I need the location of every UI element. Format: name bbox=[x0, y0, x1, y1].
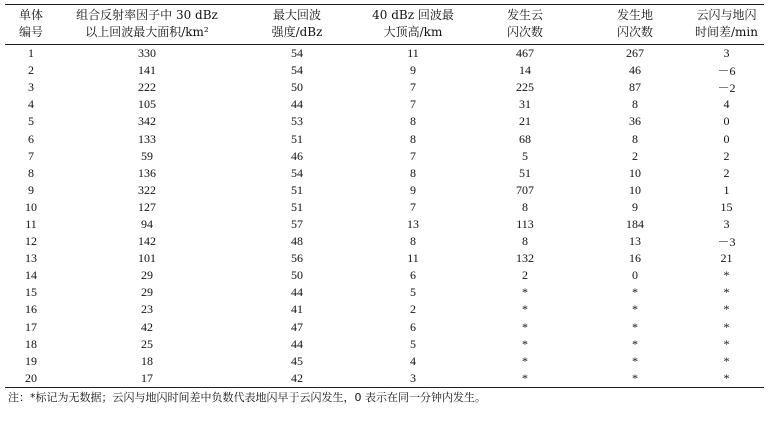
table-cell: 11 bbox=[25, 216, 37, 231]
table-cell: 184 bbox=[626, 216, 644, 231]
table-cell: 4 bbox=[723, 97, 730, 112]
table-cell: 15 bbox=[720, 199, 733, 214]
table-cell: 8 bbox=[28, 165, 34, 180]
table-cell: 8 bbox=[632, 131, 638, 146]
table-cell: 20 bbox=[5, 370, 57, 388]
table-cell: 1 bbox=[28, 46, 34, 61]
table-cell: 16 bbox=[25, 302, 37, 317]
table-cell: 68 bbox=[519, 131, 531, 146]
table-cell: 29 bbox=[141, 268, 153, 283]
table-cell: 44 bbox=[291, 97, 303, 112]
table-cell: 51 bbox=[519, 165, 531, 180]
table-cell: 53 bbox=[291, 114, 303, 129]
table-cell: 14 bbox=[25, 268, 37, 283]
table-cell: 94 bbox=[141, 216, 153, 231]
table-cell: 14 bbox=[519, 63, 531, 78]
table-cell: * bbox=[632, 319, 638, 334]
table-cell: －2 bbox=[717, 81, 736, 96]
table-cell: 11 bbox=[407, 251, 419, 266]
table-cell: * bbox=[723, 285, 730, 300]
table-cell: 51 bbox=[291, 131, 303, 146]
table-cell: * bbox=[632, 285, 638, 300]
table-cell: 45 bbox=[291, 353, 303, 368]
table-cell: 3 bbox=[28, 80, 34, 95]
table-cell: 2 bbox=[28, 63, 34, 78]
table-cell: 51 bbox=[291, 199, 303, 214]
table-cell: * bbox=[632, 336, 638, 351]
table-cell: 330 bbox=[138, 46, 156, 61]
table-cell: 44 bbox=[291, 336, 303, 351]
table-cell: * bbox=[723, 302, 730, 317]
table-cell: 7 bbox=[410, 80, 416, 95]
table-cell: 1 bbox=[723, 182, 730, 197]
table-cell: 2 bbox=[522, 268, 528, 283]
table-cell: 7 bbox=[410, 97, 416, 112]
table-cell: 47 bbox=[291, 319, 303, 334]
table-cell: 2 bbox=[410, 302, 416, 317]
table-cell: 0 bbox=[723, 114, 730, 129]
table-cell: 50 bbox=[291, 80, 303, 95]
table-cell: 225 bbox=[516, 80, 534, 95]
table-cell: 59 bbox=[141, 148, 153, 163]
table-cell: －6 bbox=[717, 64, 736, 79]
table-cell: 18 bbox=[25, 336, 37, 351]
header-cell-echo-top: 40 dBz 回波最 大顶高/km bbox=[357, 5, 469, 45]
table-cell: 4 bbox=[28, 97, 34, 112]
table-cell: * bbox=[723, 353, 730, 368]
table-cell: 3 bbox=[723, 216, 730, 231]
table-cell: 342 bbox=[138, 114, 156, 129]
table-cell: 105 bbox=[138, 97, 156, 112]
table-row bbox=[5, 370, 764, 388]
table-cell: 8 bbox=[522, 234, 528, 249]
table-cell: 4 bbox=[410, 353, 416, 368]
table-cell: * bbox=[632, 302, 638, 317]
table-cell: * bbox=[723, 336, 730, 351]
table-row bbox=[5, 199, 764, 216]
table-cell: 467 bbox=[516, 46, 534, 61]
table-row bbox=[5, 319, 764, 336]
table-cell: 0 bbox=[632, 268, 638, 283]
table-cell: 12 bbox=[25, 234, 37, 249]
table-row bbox=[5, 284, 764, 301]
table-cell: * bbox=[522, 285, 528, 300]
table-cell: * bbox=[522, 353, 528, 368]
table-row bbox=[5, 62, 764, 79]
table-cell: 113 bbox=[516, 216, 534, 231]
table-cell: 21 bbox=[720, 251, 733, 266]
table-cell: 2 bbox=[632, 148, 638, 163]
table-cell: 57 bbox=[291, 216, 303, 231]
table-footnote: 注：*标记为无数据；云闪与地闪时间差中负数代表地闪早于云闪发生，0 表示在同一分钟内发生。 bbox=[8, 390, 486, 404]
table-cell: 15 bbox=[25, 285, 37, 300]
header-cell-max-area: 组合反射率因子中 30 dBz 以上回波最大面积/km² bbox=[57, 5, 237, 45]
table-cell: 16 bbox=[629, 251, 641, 266]
table-cell: 707 bbox=[516, 182, 534, 197]
table-cell: 11 bbox=[407, 46, 419, 61]
table-cell: 51 bbox=[291, 182, 303, 197]
table-cell: * bbox=[723, 319, 730, 334]
table-row bbox=[5, 233, 764, 250]
table-cell: 9 bbox=[28, 182, 34, 197]
table-cell: 42 bbox=[141, 319, 153, 334]
table-cell: 23 bbox=[141, 302, 153, 317]
table-cell: 2 bbox=[723, 148, 730, 163]
table-cell: 46 bbox=[291, 148, 303, 163]
table-cell: 10 bbox=[25, 199, 37, 214]
table-cell: 42 bbox=[237, 370, 357, 388]
table-cell: 132 bbox=[516, 251, 534, 266]
table-cell: 36 bbox=[629, 114, 641, 129]
table-row bbox=[5, 79, 764, 96]
table-cell: 46 bbox=[629, 63, 641, 78]
header-cell-ground-flashes: 发生地 闪次数 bbox=[581, 5, 689, 45]
table-cell: 6 bbox=[410, 319, 416, 334]
table-cell: 3 bbox=[723, 46, 730, 61]
table-cell: 54 bbox=[291, 46, 303, 61]
table-cell: 9 bbox=[410, 182, 416, 197]
table-cell: 2 bbox=[723, 165, 730, 180]
table-cell: 136 bbox=[138, 165, 156, 180]
table-cell: 44 bbox=[291, 285, 303, 300]
table-cell: 17 bbox=[57, 370, 237, 388]
table-cell: 5 bbox=[410, 336, 416, 351]
table-cell: 5 bbox=[28, 114, 34, 129]
table-cell: 7 bbox=[28, 148, 34, 163]
table-row bbox=[5, 353, 764, 370]
table-cell: 19 bbox=[25, 353, 37, 368]
table-cell: 6 bbox=[410, 268, 416, 283]
table-row bbox=[5, 301, 764, 318]
table-cell: 31 bbox=[519, 97, 531, 112]
table-row bbox=[5, 148, 764, 165]
table-cell: 133 bbox=[138, 131, 156, 146]
table-cell: 13 bbox=[25, 251, 37, 266]
table-cell: 141 bbox=[138, 63, 156, 78]
table-row bbox=[5, 130, 764, 147]
table-cell: 21 bbox=[519, 114, 531, 129]
table-cell: 267 bbox=[626, 46, 644, 61]
table-row bbox=[5, 45, 764, 63]
table-row bbox=[5, 267, 764, 284]
table-cell: 17 bbox=[25, 319, 37, 334]
header-cell-cell-id: 单体 编号 bbox=[5, 5, 57, 45]
table-cell: * bbox=[689, 370, 764, 388]
table-cell: 54 bbox=[291, 165, 303, 180]
table-cell: 29 bbox=[141, 285, 153, 300]
table-row bbox=[5, 182, 764, 199]
header-cell-max-echo: 最大回波 强度/dBz bbox=[237, 5, 357, 45]
table-cell: 10 bbox=[629, 182, 641, 197]
table-cell: 5 bbox=[410, 285, 416, 300]
header-cell-cloud-flashes: 发生云 闪次数 bbox=[469, 5, 581, 45]
table-cell: 8 bbox=[522, 199, 528, 214]
table-row bbox=[5, 113, 764, 130]
table-cell: * bbox=[632, 353, 638, 368]
table-cell: * bbox=[522, 319, 528, 334]
table-row bbox=[5, 165, 764, 182]
table-cell: 41 bbox=[291, 302, 303, 317]
table-cell: 8 bbox=[410, 234, 416, 249]
table-cell: 3 bbox=[357, 370, 469, 388]
table-cell: * bbox=[469, 370, 581, 388]
table-cell: 48 bbox=[291, 234, 303, 249]
table-cell: 0 bbox=[723, 131, 730, 146]
table-cell: 8 bbox=[632, 97, 638, 112]
table-cell: 10 bbox=[629, 165, 641, 180]
table-cell: 5 bbox=[522, 148, 528, 163]
table-cell: 8 bbox=[410, 131, 416, 146]
data-table-container bbox=[5, 4, 764, 405]
table-cell: 142 bbox=[138, 234, 156, 249]
table-row bbox=[5, 250, 764, 267]
table-cell: 7 bbox=[410, 148, 416, 163]
table-row bbox=[5, 96, 764, 113]
table-cell: 6 bbox=[28, 131, 34, 146]
table-cell: 87 bbox=[629, 80, 641, 95]
table-cell: 25 bbox=[141, 336, 153, 351]
table-body bbox=[5, 45, 764, 388]
table-cell: * bbox=[522, 336, 528, 351]
table-cell: 13 bbox=[629, 234, 641, 249]
table-cell: 50 bbox=[291, 268, 303, 283]
table-cell: 9 bbox=[632, 199, 638, 214]
table-cell: 54 bbox=[291, 63, 303, 78]
table-row bbox=[5, 336, 764, 353]
header-cell-time-diff: 云闪与地闪 时间差/min bbox=[689, 5, 764, 45]
table-cell: 13 bbox=[407, 216, 419, 231]
storm-cell-table bbox=[5, 4, 764, 388]
table-header-row bbox=[5, 5, 764, 45]
table-cell: * bbox=[522, 302, 528, 317]
table-cell: 9 bbox=[410, 63, 416, 78]
table-cell: * bbox=[581, 370, 689, 388]
table-cell: 56 bbox=[291, 251, 303, 266]
table-cell: 8 bbox=[410, 165, 416, 180]
table-cell: 322 bbox=[138, 182, 156, 197]
table-cell: 222 bbox=[138, 80, 156, 95]
table-cell: 101 bbox=[138, 251, 156, 266]
table-cell: 7 bbox=[410, 199, 416, 214]
table-cell: －3 bbox=[717, 235, 736, 250]
table-cell: 127 bbox=[138, 199, 156, 214]
table-cell: 18 bbox=[141, 353, 153, 368]
table-cell: 8 bbox=[410, 114, 416, 129]
table-row bbox=[5, 216, 764, 233]
table-cell: * bbox=[723, 268, 730, 283]
